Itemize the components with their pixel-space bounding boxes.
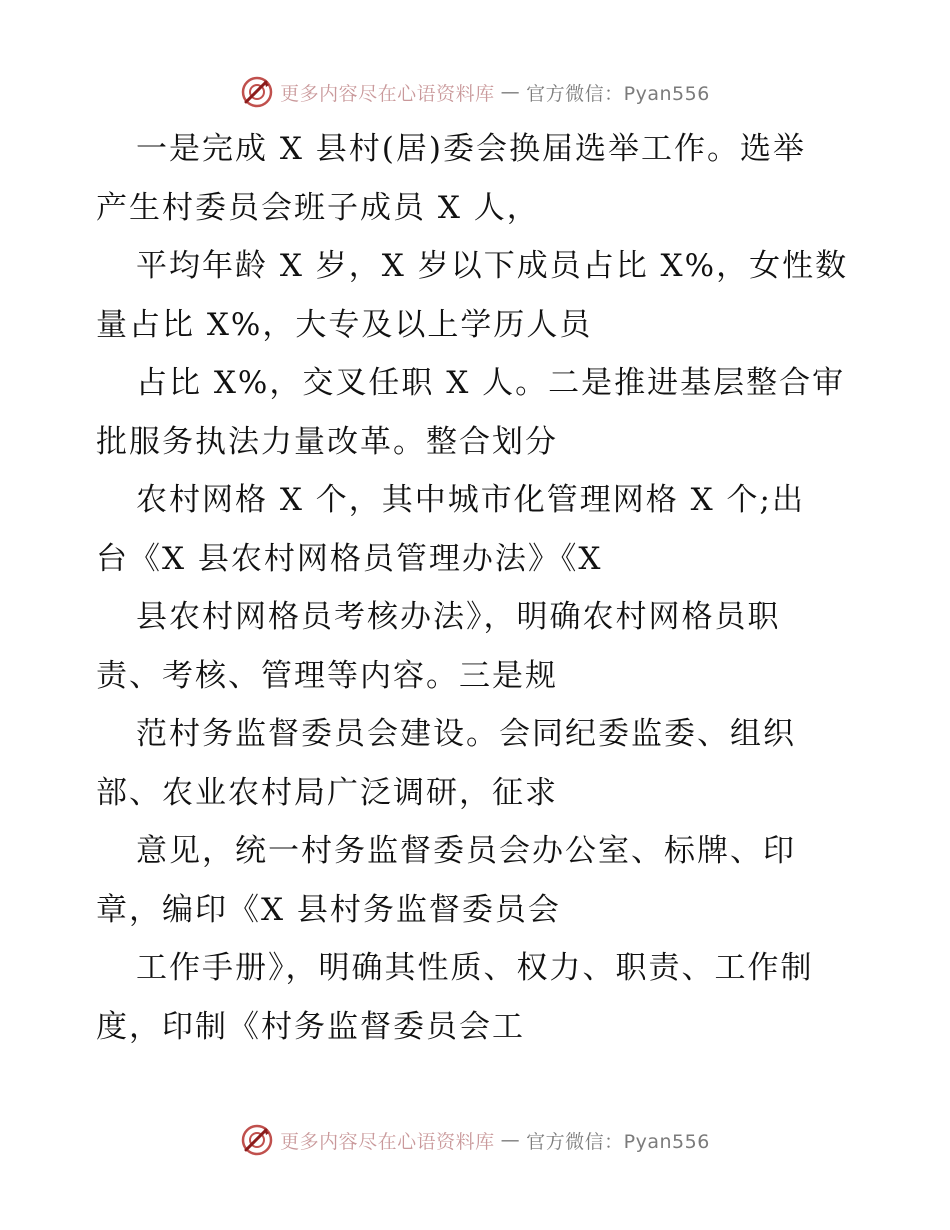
text-line: 意见，统一村务监督委员会办公室、标牌、印	[136, 833, 796, 869]
text-line: 工作手册》，明确其性质、权力、职责、工作制	[136, 950, 814, 986]
watermark-separator: —	[500, 1129, 521, 1151]
text-line: 部、农业农村局广泛调研，征求	[96, 774, 558, 811]
watermark-separator: —	[500, 81, 521, 103]
text-line: 章，编印《X 县村务监督委员会	[96, 891, 561, 928]
text-line: 农村网格 X 个，其中城市化管理网格 X 个;出	[136, 482, 805, 518]
text-line: 县农村网格员考核办法》，明确农村网格员职	[136, 599, 781, 635]
text-line: 批服务执法力量改革。整合划分	[96, 423, 558, 460]
watermark-main-text: 更多内容尽在心语资料库	[280, 82, 495, 105]
text-line: 一是完成 X 县村(居)委会换届选举工作。选举	[136, 131, 806, 167]
text-line: 产生村委员会班子成员 X 人，	[96, 189, 540, 226]
header-watermark	[0, 72, 950, 112]
watermark-main-text: 更多内容尽在心语资料库	[280, 1130, 495, 1153]
text-line: 量占比 X%，大专及以上学历人员	[96, 306, 593, 343]
text-line: 度，印制《村务监督委员会工	[96, 1008, 525, 1045]
text-line: 台《X 县农村网格员管理办法》《X	[96, 540, 603, 577]
watermark-wechat-text: 官方微信：Pyan556	[526, 1130, 710, 1153]
logo-icon	[240, 75, 274, 109]
text-line: 平均年龄 X 岁，X 岁以下成员占比 X%，女性数	[136, 248, 849, 284]
text-line: 占比 X%，交叉任职 X 人。二是推进基层整合审	[136, 365, 846, 401]
watermark-wechat-text: 官方微信：Pyan556	[526, 82, 710, 105]
text-line: 范村务监督委员会建设。会同纪委监委、组织	[136, 716, 796, 752]
footer-watermark	[0, 1120, 950, 1160]
text-line: 责、考核、管理等内容。三是规	[96, 657, 558, 694]
document-body	[96, 120, 876, 1056]
logo-icon	[240, 1123, 274, 1157]
